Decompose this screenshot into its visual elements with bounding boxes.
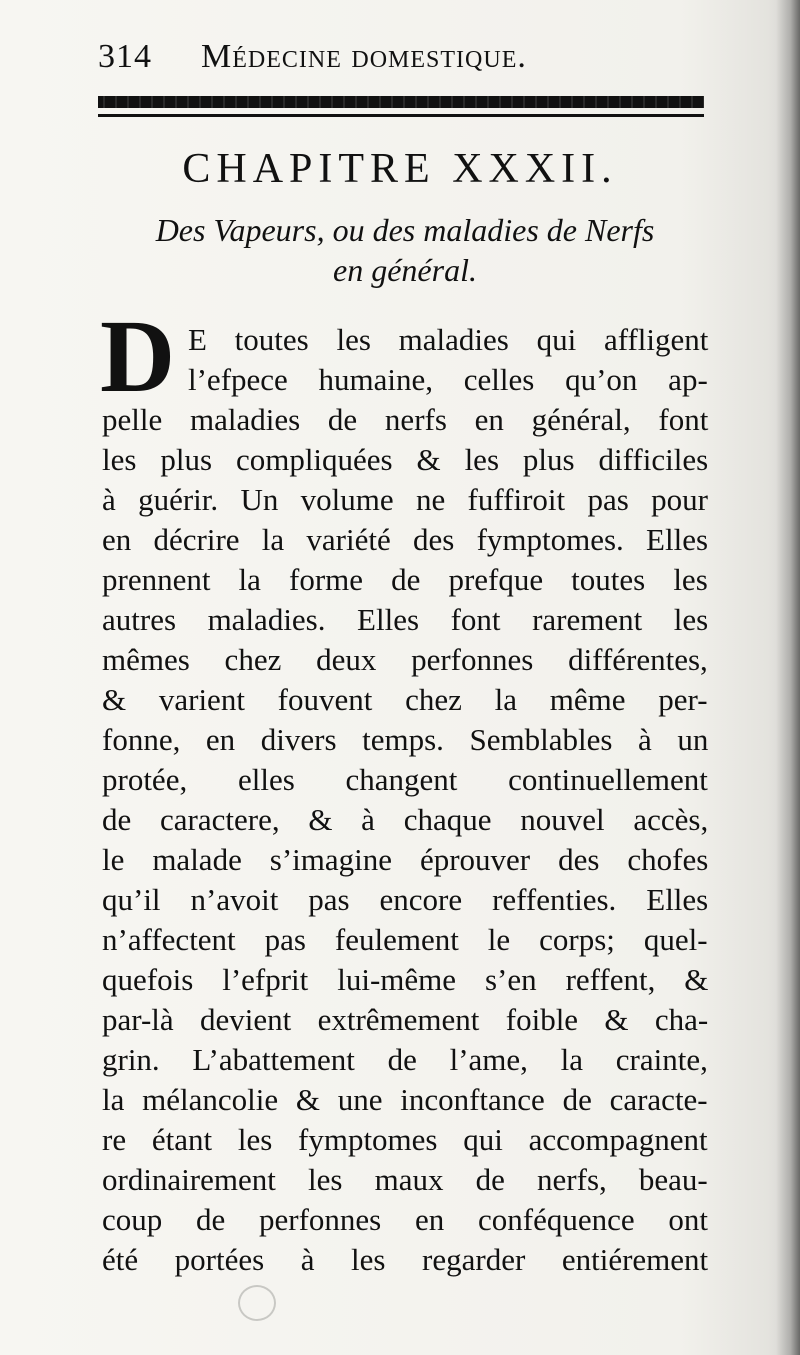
body-line: qu’il n’avoit pas encore reffenties. Elles — [102, 882, 709, 917]
body-line: quefois l’efprit lui-même s’en reffent, & — [102, 962, 709, 997]
body-line: & varient fouvent chez la même per- — [102, 682, 708, 717]
page-number: 314 — [98, 38, 152, 75]
header-rule-thin — [98, 114, 704, 117]
chapter-subtitle-line-2: en général. — [333, 252, 477, 288]
body-line: en décrire la variété des fymptomes. Elles — [102, 522, 709, 557]
body-line: n’affectent pas feulement le corps; quel- — [102, 922, 708, 957]
header-rule-thick — [98, 96, 704, 108]
body-line: les plus compliquées & les plus difficiles — [102, 442, 709, 477]
page-header — [98, 30, 708, 90]
body-line: mêmes chez deux perfonnes différentes, — [102, 642, 708, 677]
chapter-subtitle — [95, 210, 715, 290]
body-line: fonne, en divers temps. Semblables à un — [102, 722, 709, 757]
body-line: par-là devient extrêmement foible & cha- — [102, 1002, 709, 1037]
body-line: la mélancolie & une inconftance de caracte- — [102, 1082, 708, 1117]
body-line: re étant les fymptomes qui accompagnent — [102, 1122, 708, 1157]
page-edge-shadow — [776, 0, 800, 1355]
body-line: à guérir. Un volume ne fuffiroit pas pour — [102, 482, 708, 517]
body-line: été portées à les regarder entiérement — [102, 1242, 709, 1277]
body-line: coup de perfonnes en conféquence ont — [102, 1202, 708, 1237]
body-line: le malade s’imagine éprouver des chofes — [102, 842, 709, 877]
body-line: grin. L’abattement de l’ame, la crainte, — [102, 1042, 708, 1077]
ink-smudge-mark — [238, 1285, 276, 1321]
body-line: pelle maladies de nerfs en général, font — [102, 402, 709, 437]
body-line: ordinairement les maux de nerfs, beau- — [102, 1162, 708, 1197]
body-line: prennent la forme de prefque toutes les — [102, 562, 708, 597]
body-line: E toutes les maladies qui affligent — [188, 322, 709, 357]
chapter-title: CHAPITRE XXXII. — [182, 146, 618, 192]
chapter-subtitle-line-1: Des Vapeurs, ou des maladies de Nerfs — [155, 212, 655, 248]
body-line: l’efpece humaine, celles qu’on ap- — [188, 362, 708, 397]
body-line: de caractere, & à chaque nouvel accès, — [102, 802, 709, 837]
body-line: protée, elles changent continuellement — [102, 762, 708, 797]
drop-cap-letter: D — [100, 299, 176, 414]
body-line: autres maladies. Elles font rarement les — [102, 602, 709, 637]
running-head: Médecine domestique. — [201, 38, 527, 75]
